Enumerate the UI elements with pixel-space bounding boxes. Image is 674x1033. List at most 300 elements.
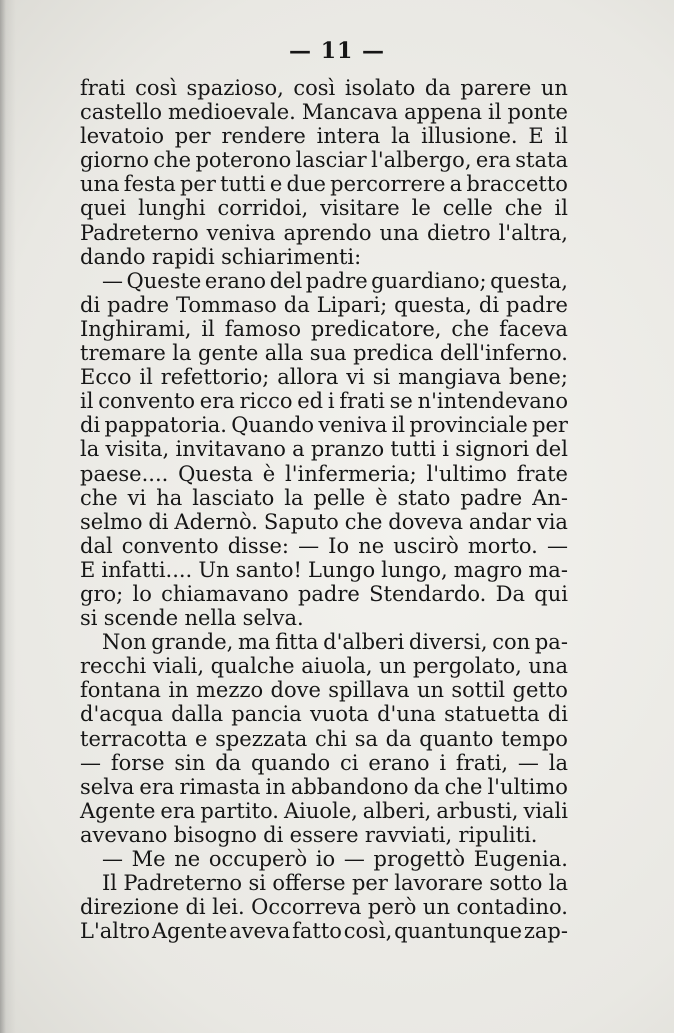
word: —	[517, 750, 539, 775]
word: progettò	[373, 847, 466, 871]
word: vi	[127, 485, 147, 510]
word: ponte	[507, 100, 568, 125]
word: e	[269, 172, 283, 197]
word: sua	[309, 341, 347, 366]
word: tempo	[501, 726, 568, 751]
word: alla	[264, 341, 304, 366]
text-line	[80, 269, 568, 293]
word: spezzata	[215, 726, 308, 751]
body-text	[80, 76, 568, 943]
word: gro;	[80, 581, 124, 606]
word: Io	[328, 533, 350, 558]
word: santo!	[235, 557, 302, 582]
word: lungo,	[381, 557, 448, 582]
text-line	[80, 365, 568, 389]
word: frati	[80, 76, 126, 100]
word: braccetto	[466, 172, 568, 197]
text-line	[80, 100, 568, 124]
word: del	[269, 268, 303, 293]
word: spillava	[328, 678, 410, 703]
word: percorrere	[330, 172, 446, 197]
word: d'alberi	[323, 630, 405, 655]
word: aprendo	[283, 220, 372, 245]
word: pranzo	[310, 437, 385, 462]
word: l'infermeria;	[285, 461, 417, 486]
word: ma	[237, 630, 271, 655]
word: però	[367, 895, 417, 920]
word: era	[139, 774, 175, 799]
text-line	[80, 702, 568, 726]
word: ricco	[239, 389, 293, 414]
word: che	[444, 774, 483, 799]
word: —	[80, 750, 101, 775]
text-line	[80, 196, 568, 220]
word: Agente	[151, 919, 228, 944]
word: che	[504, 196, 543, 221]
word: lo	[132, 581, 152, 606]
word: corridoi,	[217, 196, 309, 221]
word: avevano	[80, 822, 168, 847]
word: frati	[339, 389, 385, 414]
word: il	[488, 100, 502, 125]
word: in	[265, 774, 286, 799]
word: E	[528, 124, 544, 149]
word: Occorreva	[251, 895, 362, 920]
word: un	[379, 654, 407, 679]
word: n'intendevano	[417, 389, 568, 414]
word: mezzo	[195, 678, 264, 703]
word: festa	[123, 172, 176, 197]
word: di	[547, 702, 568, 727]
word: da	[385, 726, 412, 751]
word: Un	[198, 557, 230, 582]
word: ma-	[528, 557, 568, 582]
word: illusione.	[421, 124, 518, 149]
text-line	[80, 389, 568, 413]
word: Agente	[80, 798, 156, 823]
word: viali,	[152, 654, 205, 679]
word: il	[554, 124, 568, 149]
word: tutti	[390, 437, 436, 462]
word: Da	[495, 581, 525, 606]
word: grande,	[151, 630, 234, 655]
text-line	[80, 847, 568, 871]
word: getto	[512, 678, 568, 703]
word: L'altro	[80, 919, 151, 944]
word: magro	[453, 557, 523, 582]
word: statuetta	[444, 702, 540, 727]
word: quantunque	[394, 919, 523, 944]
word: una	[528, 654, 568, 679]
word: è	[375, 485, 388, 510]
word: questa,	[394, 292, 472, 317]
text-line	[80, 799, 568, 823]
word: Saputo	[263, 509, 339, 534]
text-line	[80, 606, 568, 630]
word: un	[416, 678, 445, 703]
word: lunghi	[138, 196, 206, 221]
word: intera	[316, 124, 381, 149]
word: la	[391, 124, 411, 149]
word: così,	[343, 919, 393, 944]
word: —	[343, 847, 365, 871]
word: per	[174, 124, 211, 149]
word: era	[199, 389, 235, 414]
text-line	[80, 221, 568, 245]
word: faceva	[499, 316, 568, 341]
text-line	[80, 510, 568, 534]
word: appena	[404, 100, 482, 125]
word: nella	[184, 606, 237, 631]
word: da	[413, 774, 440, 799]
word: tremare	[80, 341, 166, 366]
page-number: — 11 —	[289, 38, 385, 64]
word: del	[535, 437, 568, 462]
text-line	[80, 245, 568, 269]
word: terracotta	[80, 726, 188, 751]
word: una	[80, 172, 120, 197]
word: provinciale	[409, 413, 528, 438]
word: padre	[297, 581, 360, 606]
word: andar	[468, 509, 531, 534]
text-line	[80, 582, 568, 606]
word: qui	[534, 581, 568, 606]
word: bisogno	[173, 822, 257, 847]
word: era	[160, 798, 196, 823]
text-line	[80, 823, 568, 847]
word: che	[80, 485, 118, 510]
word: la	[548, 750, 568, 775]
word: pergolato,	[412, 654, 522, 679]
word: occuperò	[208, 847, 308, 871]
word: di	[80, 292, 101, 317]
word: celle	[442, 196, 493, 221]
word: famoso	[224, 316, 301, 341]
word: selva.	[242, 606, 304, 631]
word: gente	[198, 341, 259, 366]
word: fitta	[275, 630, 319, 655]
word: giorno	[80, 148, 150, 173]
word: ravviati,	[364, 822, 453, 847]
word: aveva	[229, 919, 291, 944]
word: partito.	[200, 798, 279, 823]
word: d'una	[377, 702, 436, 727]
word: quei	[80, 196, 127, 221]
text-line	[80, 76, 568, 100]
word: castello	[80, 100, 163, 125]
word: da	[215, 750, 242, 775]
word: Aiuole,	[283, 798, 358, 823]
word: recchi	[80, 654, 147, 679]
word: padre	[305, 268, 368, 293]
word: ne	[174, 847, 201, 871]
word: si	[248, 871, 266, 896]
word: pelle	[313, 485, 366, 510]
word: refettorio;	[160, 365, 270, 390]
text-line	[80, 172, 568, 196]
word: era	[475, 148, 511, 173]
text-line	[80, 919, 568, 943]
word: lavorare	[394, 871, 484, 896]
word: arbusti,	[436, 798, 519, 823]
word: il	[391, 413, 406, 438]
word: due	[286, 172, 326, 197]
word: il	[201, 316, 215, 341]
word: rimasta	[179, 774, 261, 799]
word: i	[439, 750, 447, 775]
word: da	[424, 76, 451, 100]
word: di	[148, 509, 169, 534]
word: Eugenia.	[473, 847, 568, 871]
word: l'altra,	[498, 220, 568, 245]
word: Lungo	[308, 557, 376, 582]
word: Il	[102, 871, 118, 896]
word: per	[351, 871, 388, 896]
word: se	[389, 389, 413, 414]
word: veniva	[318, 413, 388, 438]
word: padre	[506, 292, 568, 317]
word: selva	[80, 774, 135, 799]
word: alberi,	[362, 798, 432, 823]
word: a	[449, 172, 463, 197]
word: per	[179, 172, 216, 197]
word: dalla	[171, 702, 224, 727]
word: Tommaso	[175, 292, 277, 317]
word: lasciar	[295, 148, 367, 173]
word: padre	[460, 485, 523, 510]
word: convento	[121, 533, 219, 558]
word: spazioso,	[186, 76, 284, 100]
word: le	[411, 196, 431, 221]
word: erano	[368, 750, 430, 775]
text-line	[80, 678, 568, 702]
word: sin	[174, 750, 206, 775]
word: l'ultimo	[426, 461, 507, 486]
word: lasciato	[192, 485, 275, 510]
word: levatoio	[80, 124, 164, 149]
word: rendere	[221, 124, 306, 149]
word: d'acqua	[80, 702, 163, 727]
word: offerse	[272, 871, 346, 896]
word: vuota	[309, 702, 369, 727]
word: diversi,	[408, 630, 488, 655]
word: Non	[102, 630, 147, 655]
word: Me	[131, 847, 166, 871]
word: così	[293, 76, 336, 100]
word: ha	[156, 485, 183, 510]
text-line	[80, 654, 568, 678]
word: Questa	[178, 461, 253, 486]
word: Ecco	[80, 365, 132, 390]
word: selmo	[80, 509, 143, 534]
text-line	[80, 317, 568, 341]
word: ci	[340, 750, 359, 775]
word: sottil	[451, 678, 506, 703]
word: quando	[251, 750, 331, 775]
word: in	[168, 678, 189, 703]
word: invitavano	[175, 437, 286, 462]
word: isolato	[344, 76, 416, 100]
word: —	[102, 268, 123, 293]
word: dietro	[426, 220, 491, 245]
word: disse:	[227, 533, 289, 558]
word: convento	[98, 389, 196, 414]
text-line	[80, 630, 568, 654]
word: si	[80, 606, 98, 631]
word: forse	[110, 750, 165, 775]
text-line	[80, 727, 568, 751]
word: contadino.	[456, 895, 568, 920]
word: di	[263, 822, 284, 847]
word: signori	[455, 437, 530, 462]
word: il	[554, 196, 568, 221]
word: uscirò	[393, 533, 459, 558]
word: io	[315, 847, 336, 871]
word: rapidi	[151, 244, 215, 269]
word: qualche	[210, 654, 295, 679]
word: l'albergo,	[371, 148, 472, 173]
word: —	[298, 533, 320, 558]
text-line	[80, 775, 568, 799]
text-line	[80, 871, 568, 895]
text-line	[80, 293, 568, 317]
word: è	[262, 461, 276, 486]
word: —	[546, 533, 568, 558]
word: così	[135, 76, 177, 100]
word: pa-	[534, 630, 568, 655]
word: zap-	[523, 919, 568, 944]
word: frate	[516, 461, 568, 486]
word: —	[102, 847, 123, 871]
word: essere	[289, 822, 359, 847]
text-line	[80, 413, 568, 437]
word: Lipari;	[316, 292, 388, 317]
word: chi	[315, 726, 348, 751]
word: un	[540, 76, 568, 100]
word: Queste	[126, 268, 202, 293]
word: ed	[297, 389, 324, 414]
word: tutti	[220, 172, 266, 197]
word: una	[379, 220, 420, 245]
word: scende	[103, 606, 179, 631]
text-line	[80, 534, 568, 558]
word: di	[185, 895, 206, 920]
word: Inghirami,	[80, 316, 192, 341]
word: infatti....	[101, 557, 193, 582]
word: ne	[358, 533, 385, 558]
text-line	[80, 124, 568, 148]
word: erano	[204, 268, 267, 293]
word: morto.	[467, 533, 538, 558]
text-line	[80, 751, 568, 775]
word: stata	[515, 148, 568, 173]
word: quanto	[419, 726, 494, 751]
word: la	[548, 871, 568, 896]
word: ripuliti.	[458, 822, 538, 847]
word: dando	[80, 244, 146, 269]
word: E	[80, 557, 96, 582]
word: parere	[460, 76, 532, 100]
word: fatto	[292, 919, 342, 944]
word: bene;	[509, 365, 568, 390]
word: schiarimenti:	[221, 244, 362, 269]
word: dell'inferno.	[439, 341, 568, 366]
text-line	[80, 895, 568, 919]
text-line	[80, 148, 568, 172]
word: il	[139, 365, 153, 390]
word: vi	[346, 365, 365, 390]
word: stato	[397, 485, 451, 510]
word: viali	[523, 798, 568, 823]
word: chiamavano	[161, 581, 289, 606]
word: predicatore,	[310, 316, 442, 341]
word: la	[172, 341, 192, 366]
word: poterono	[195, 148, 292, 173]
word: dal	[80, 533, 113, 558]
word: un	[422, 895, 450, 920]
word: padre	[107, 292, 170, 317]
word: Mancava	[301, 100, 399, 125]
word: visitare	[320, 196, 400, 221]
word: per	[532, 413, 568, 438]
word: che	[153, 148, 192, 173]
word: che	[451, 316, 490, 341]
word: predica	[353, 341, 434, 366]
text-line	[80, 437, 568, 461]
text-line	[80, 558, 568, 582]
word: via	[536, 509, 568, 534]
word: abbandono	[290, 774, 409, 799]
word: Quando	[231, 413, 315, 438]
word: pappatoria.	[104, 413, 227, 438]
text-line	[80, 341, 568, 365]
word: che	[344, 509, 383, 534]
word: l'ultimo	[487, 774, 568, 799]
word: e	[194, 726, 208, 751]
word: medioevale.	[168, 100, 296, 125]
word: Padreterno	[123, 871, 243, 896]
text-line	[80, 486, 568, 510]
word: direzione	[80, 895, 180, 920]
word: fontana	[80, 678, 161, 703]
word: pancia	[231, 702, 302, 727]
word: mangiava	[398, 365, 502, 390]
word: di	[478, 292, 500, 317]
word: An-	[532, 485, 568, 510]
word: frati,	[455, 750, 509, 775]
word: a	[292, 437, 305, 462]
word: la	[80, 437, 100, 462]
word: sa	[354, 726, 378, 751]
word: il	[80, 389, 94, 414]
word: guardiano;	[371, 268, 487, 293]
word: i	[442, 437, 449, 462]
word: con	[492, 630, 531, 655]
word: visita,	[105, 437, 170, 462]
word: da	[283, 292, 310, 317]
text-line	[80, 462, 568, 486]
word: Stendardo.	[369, 581, 487, 606]
word: i	[327, 389, 335, 414]
word: Adernò.	[174, 509, 258, 534]
word: Padreterno	[80, 220, 199, 245]
word: allora	[277, 365, 339, 390]
word: lei.	[212, 895, 245, 920]
word: questa,	[490, 268, 568, 293]
word: si	[372, 365, 391, 390]
word: sotto	[489, 871, 543, 896]
word: paese....	[80, 461, 169, 486]
